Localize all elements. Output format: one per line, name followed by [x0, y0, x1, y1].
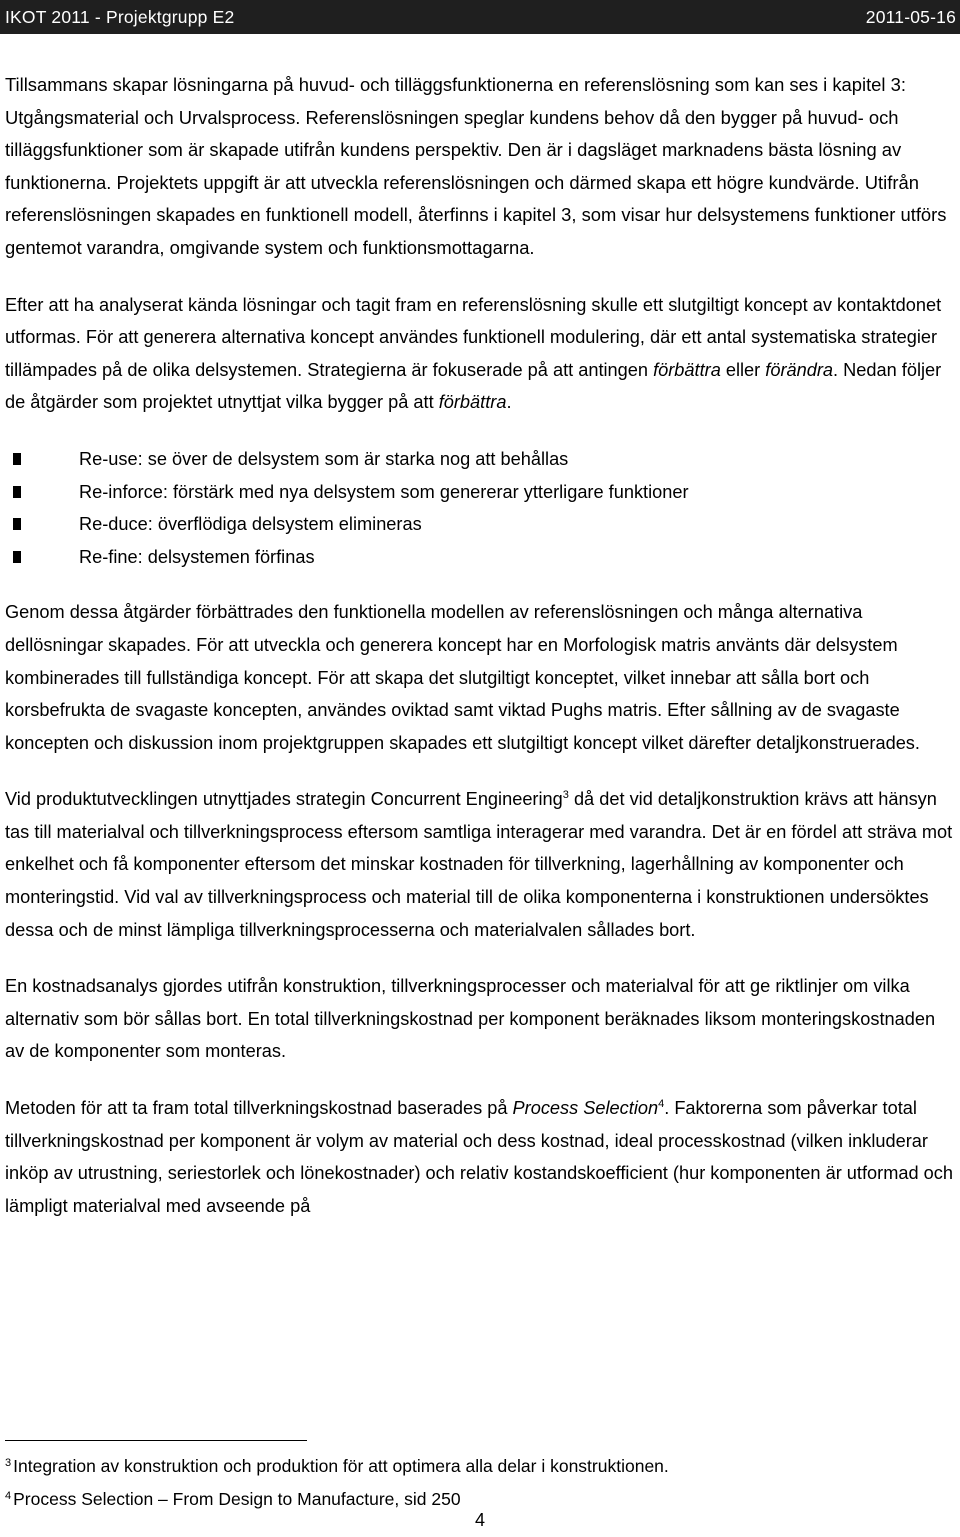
list-item-text: Re-duce: överflödiga delsystem elimineras [79, 514, 422, 535]
body-text [5, 69, 957, 1222]
list-item-text: Re-inforce: förstärk med nya delsystem som genererar ytterligare funktioner [79, 481, 689, 502]
paragraph-2-part-c: . Nedan följer de åtgärder som projektet utnyttjat vilka bygger på att [5, 359, 942, 413]
list-item-text: Re-fine: delsystemen förfinas [79, 546, 315, 567]
footnote-text: Process Selection – From Design to Manufacture, sid 250 [13, 1489, 461, 1509]
document-date: 2011-05-16 [865, 7, 956, 27]
paragraph-2-part-b: eller [720, 359, 766, 380]
paragraph-concurrent-engineering [5, 783, 957, 946]
square-bullet-icon [13, 551, 21, 563]
footnote-ref-4: 4 [658, 1097, 665, 1110]
paragraph-1-part-a: Tillsammans skapar lösningarna på huvud- och tilläggsfunktionerna en referenslösning som kan ses i kapitel 3: Utgångsmaterial och Urvalsprocess. Referenslösningen speglar kundens behov då den bygger på huvud- och tilläggsfunktioner som är skapade utifrån kundens perspektiv. Den är i dagsläget marknadens bästa lösning av funktionerna. [5, 74, 906, 193]
paragraph-4-part-a: Vid produktutvecklingen utnyttjades strategin Concurrent Engineering [5, 789, 563, 810]
footnote-number: 4 [5, 1490, 12, 1502]
paragraph-6-part-a: Metoden för att ta fram total tillverkningskostnad baserades på [5, 1098, 513, 1119]
square-bullet-icon [13, 518, 21, 530]
emphasis-forbattra: förbättra [653, 359, 721, 380]
paragraph-4-part-b: då det vid detaljkonstruktion krävs att hänsyn tas till materialval och tillverkningsprocess eftersom samtliga interagerar med varandra. Det är en fördel att sträva mot enkelhet och få komponenter eftersom det minskar kostnaden för tillverkning, lagerhållning av komponenter och monteringstid. Vid val av tillverkningsprocess och material till de olika komponenterna i konstruktionen undersöktes dessa och de minst lämpliga tillverkningsprocesserna och materialvalen sållades bort. [5, 789, 953, 940]
page-header [0, 0, 960, 34]
footnotes [5, 1448, 957, 1514]
square-bullet-icon [13, 453, 21, 465]
paragraph-2-part-d: . [506, 392, 512, 413]
paragraph-2-part-a: Efter att ha analyserat kända lösningar och tagit fram en referenslösning skulle ett slutgiltigt koncept av kontaktdonet utformas. För att generera alternativa koncept användes funktionell modulering, där ett antal systematiska strategier tillämpades på de olika delsystemen. Strategierna är fokuserade på att antingen [5, 294, 942, 380]
paragraph-process-selection [5, 1092, 957, 1222]
list-item [5, 541, 957, 574]
page-number: 4 [474, 1510, 485, 1530]
list-item [5, 476, 957, 509]
emphasis-forbattra-2: förbättra [438, 392, 507, 413]
list-item [5, 443, 957, 476]
paragraph-6-part-b: . Faktorerna som påverkar total tillverkningskostnad per komponent är volym av material och dess kostnad, ideal processkostnad (vilken inkluderar inköp av utrustning, seriestorlek och lönekostnader) och relativ kostandskoefficient (hur komponenten är utformad och lämpligt materialval med avseende på [5, 1098, 953, 1216]
list-item [5, 508, 957, 541]
footnote-text: Integration av konstruktion och produktion för att optimera alla delar i konstruktionen. [13, 1456, 669, 1476]
strategy-list [5, 443, 957, 573]
paragraph-1-part-b: Projektets uppgift är att utveckla referenslösningen och därmed skapa ett högre kundvärde. Utifrån referenslösningen skapades en funktionell modell, återfinns i kapitel 3, som visar hur delsystemens funktioner utförs gentemot varandra, omgivande system och funktionsmottagarna. [5, 171, 947, 258]
square-bullet-icon [13, 486, 21, 498]
paragraph-concept-generation [5, 289, 957, 419]
emphasis-process-selection: Process Selection [512, 1098, 659, 1119]
footnote-divider [5, 1440, 307, 1441]
paragraph-reference-solution [5, 69, 957, 265]
paragraph-morphological-matrix: Genom dessa åtgärder förbättrades den funktionella modellen av referenslösningen och många alternativa dellösningar skapades. För att utveckla och generera koncept har en Morfologisk matris använts där delsystem kombinerades till fullständiga koncept. För att skapa det slutgiltigt konceptet, vilket innebar att sålla bort och korsbefrukta de svagaste koncepten, användes oviktad samt viktad Pughs matris. Efter sållning av de svagaste koncepten och diskussion inom projektgruppen skapades ett slutgiltigt koncept vilket därefter detaljkonstruerades. [5, 602, 920, 753]
footnote-number: 3 [5, 1457, 12, 1469]
list-item-text: Re-use: se över de delsystem som är starka nog att behållas [79, 448, 569, 469]
document-title: IKOT 2011 - Projektgrupp E2 [5, 7, 235, 27]
footnote-ref-3: 3 [562, 789, 569, 802]
footnote-3 [5, 1448, 957, 1481]
paragraph-cost-analysis: En kostnadsanalys gjordes utifrån konstruktion, tillverkningsprocesser och materialval för att ge riktlinjer om vilka alternativ som bör sållas bort. En total tillverkningskostnad per komponent beräknades liksom monteringskostnaden av de komponenter som monteras. [5, 976, 936, 1062]
emphasis-forandra: förändra [765, 359, 834, 380]
